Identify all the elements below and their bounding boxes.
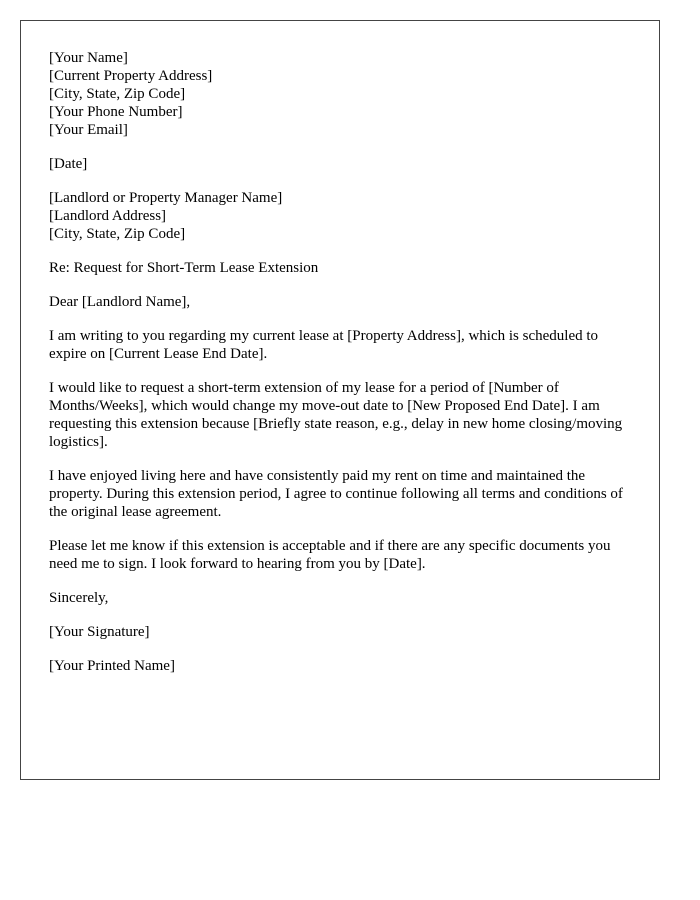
- date-block: [49, 155, 629, 173]
- recipient-block: [49, 189, 629, 243]
- recipient-address: [Landlord Address]: [49, 208, 167, 224]
- sender-email: [Your Email]: [49, 122, 128, 138]
- closing: Sincerely,: [49, 590, 109, 606]
- letter-page: [20, 20, 660, 780]
- sender-block: [49, 49, 629, 139]
- letter-content: [49, 49, 629, 691]
- sender-name: [Your Name]: [49, 50, 128, 66]
- recipient-city-state-zip: [City, State, Zip Code]: [49, 226, 186, 242]
- salutation: Dear [Landlord Name],: [49, 294, 191, 310]
- body-paragraph-3: I have enjoyed living here and have consistently paid my rent on time and maintained the property. During this extension period, I agree to continue following all terms and conditions of the original lease agreement.: [49, 468, 623, 520]
- body-paragraph-2: I would like to request a short-term extension of my lease for a period of [Number of Months/Weeks], which would change my move-out date to [New Proposed End Date]. I am requesting this extension because [Briefly state reason, e.g., delay in new home closing/moving logistics].: [49, 380, 623, 450]
- letter-date: [Date]: [49, 156, 88, 172]
- recipient-name: [Landlord or Property Manager Name]: [49, 190, 283, 206]
- sender-city-state-zip: [City, State, Zip Code]: [49, 86, 186, 102]
- printed-name: [Your Printed Name]: [49, 658, 175, 674]
- body-paragraph-1: I am writing to you regarding my current lease at [Property Address], which is scheduled to expire on [Current Lease End Date].: [49, 328, 599, 362]
- signature: [Your Signature]: [49, 624, 150, 640]
- subject-line: Re: Request for Short-Term Lease Extension: [49, 260, 319, 276]
- sender-phone: [Your Phone Number]: [49, 104, 183, 120]
- body-paragraph-4: Please let me know if this extension is acceptable and if there are any specific documents you need me to sign. I look forward to hearing from you by [Date].: [49, 538, 611, 572]
- sender-address: [Current Property Address]: [49, 68, 213, 84]
